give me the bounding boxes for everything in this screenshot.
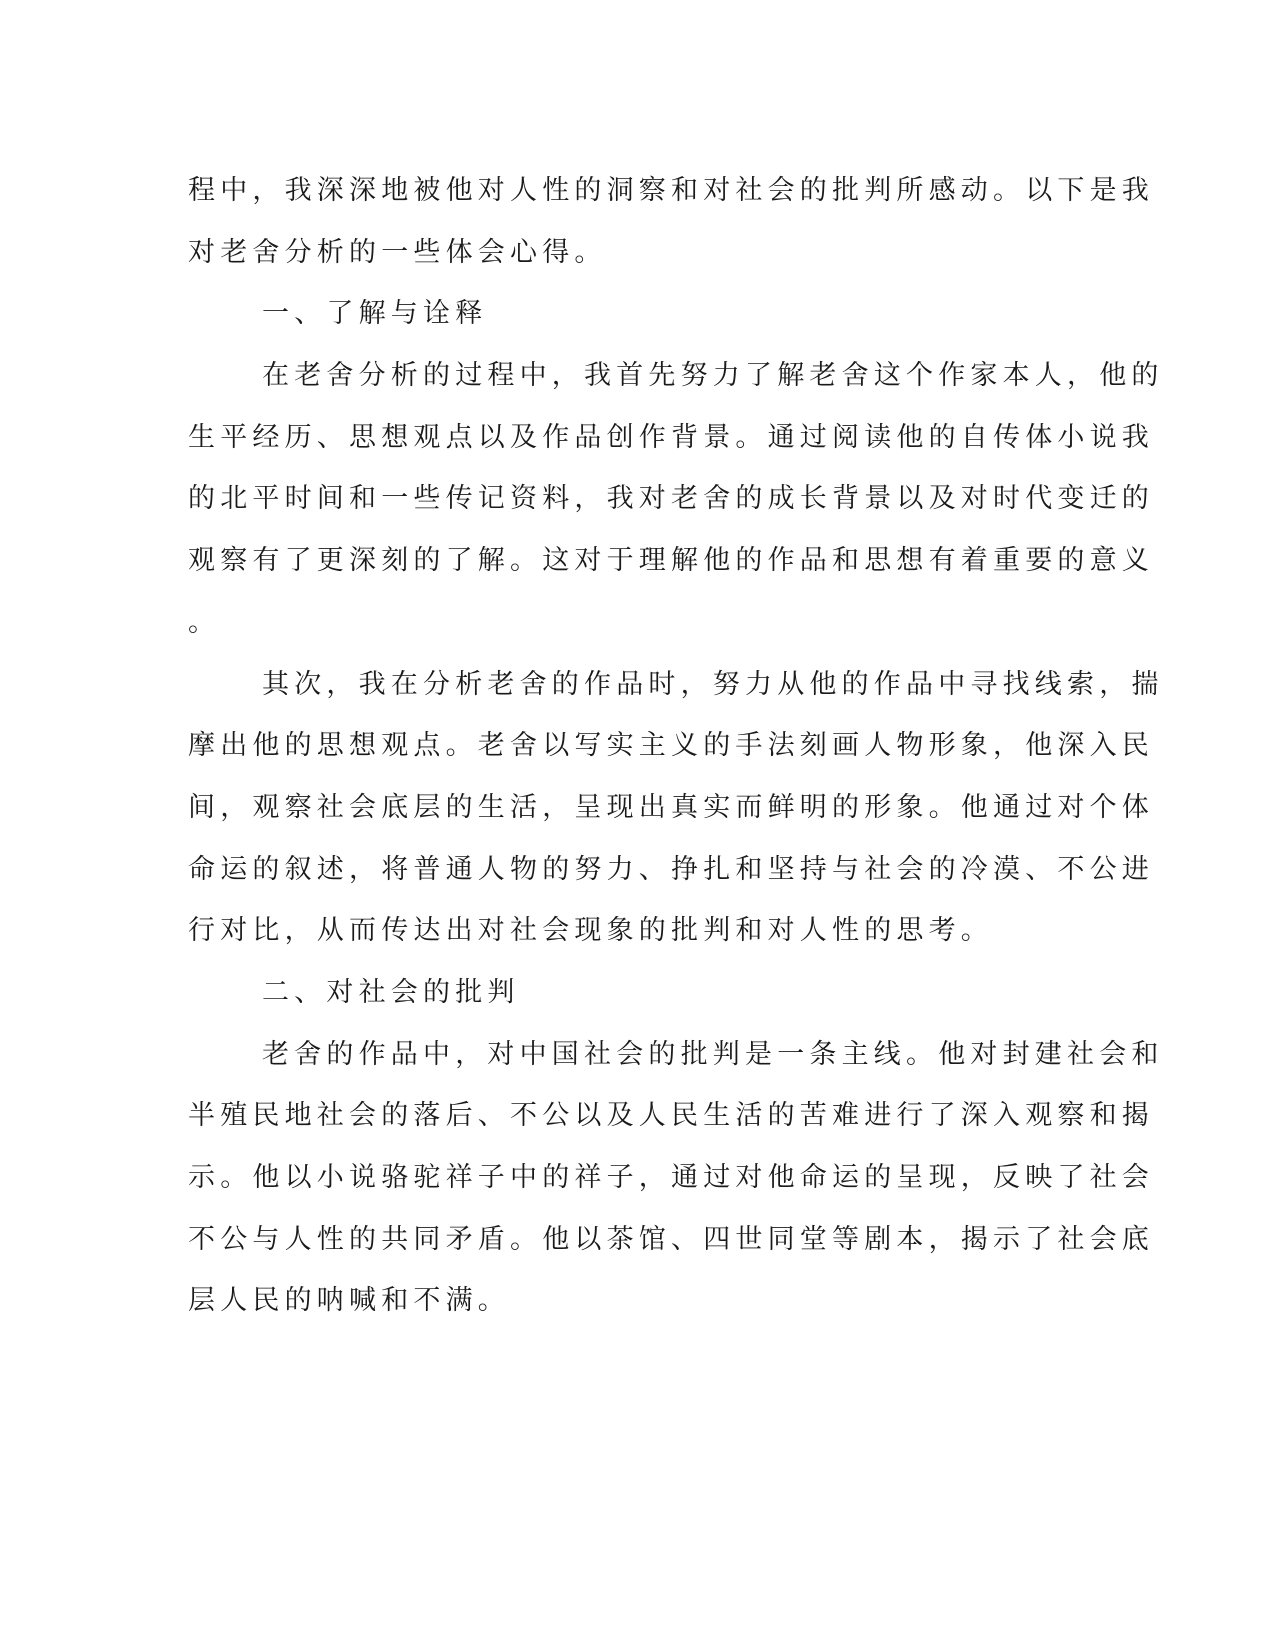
text-line: 命运的叙述，将普通人物的努力、挣扎和坚持与社会的冷漠、不公进 — [188, 853, 1154, 885]
document-body — [188, 160, 1164, 1332]
text-line: 。 — [188, 606, 221, 638]
text-line: 间，观察社会底层的生活，呈现出真实而鲜明的形象。他通过对个体 — [188, 791, 1154, 823]
text-line: 程中，我深深地被他对人性的洞察和对社会的批判所感动。以下是我 — [188, 175, 1154, 206]
text-line: 不公与人性的共同矛盾。他以茶馆、四世同堂等剧本，揭示了社会底 — [188, 1223, 1154, 1255]
text-line: 对老舍分析的一些体会心得。 — [188, 236, 607, 268]
text-line: 其次，我在分析老舍的作品时，努力从他的作品中寻找线索，揣 — [262, 668, 1164, 700]
text-line: 生平经历、思想观点以及作品创作背景。通过阅读他的自传体小说我 — [188, 421, 1154, 453]
text-line: 行对比，从而传达出对社会现象的批判和对人性的思考。 — [188, 915, 993, 947]
text-line: 在老舍分析的过程中，我首先努力了解老舍这个作家本人，他的 — [262, 360, 1164, 392]
text-line: 层人民的呐喊和不满。 — [188, 1285, 510, 1317]
text-line: 示。他以小说骆驼祥子中的祥子，通过对他命运的呈现，反映了社会 — [188, 1162, 1154, 1193]
section-heading: 二、对社会的批判 — [262, 976, 520, 1008]
text-line: 观察有了更深刻的了解。这对于理解他的作品和思想有着重要的意义 — [188, 545, 1154, 577]
text-line: 摩出他的思想观点。老舍以写实主义的手法刻画人物形象，他深入民 — [188, 730, 1154, 762]
text-line: 半殖民地社会的落后、不公以及人民生活的苦难进行了深入观察和揭 — [188, 1100, 1154, 1132]
text-line: 老舍的作品中，对中国社会的批判是一条主线。他对封建社会和 — [262, 1038, 1164, 1070]
text-line: 的北平时间和一些传记资料，我对老舍的成长背景以及对时代变迁的 — [188, 483, 1154, 515]
section-heading: 一、了解与诠释 — [262, 298, 488, 330]
